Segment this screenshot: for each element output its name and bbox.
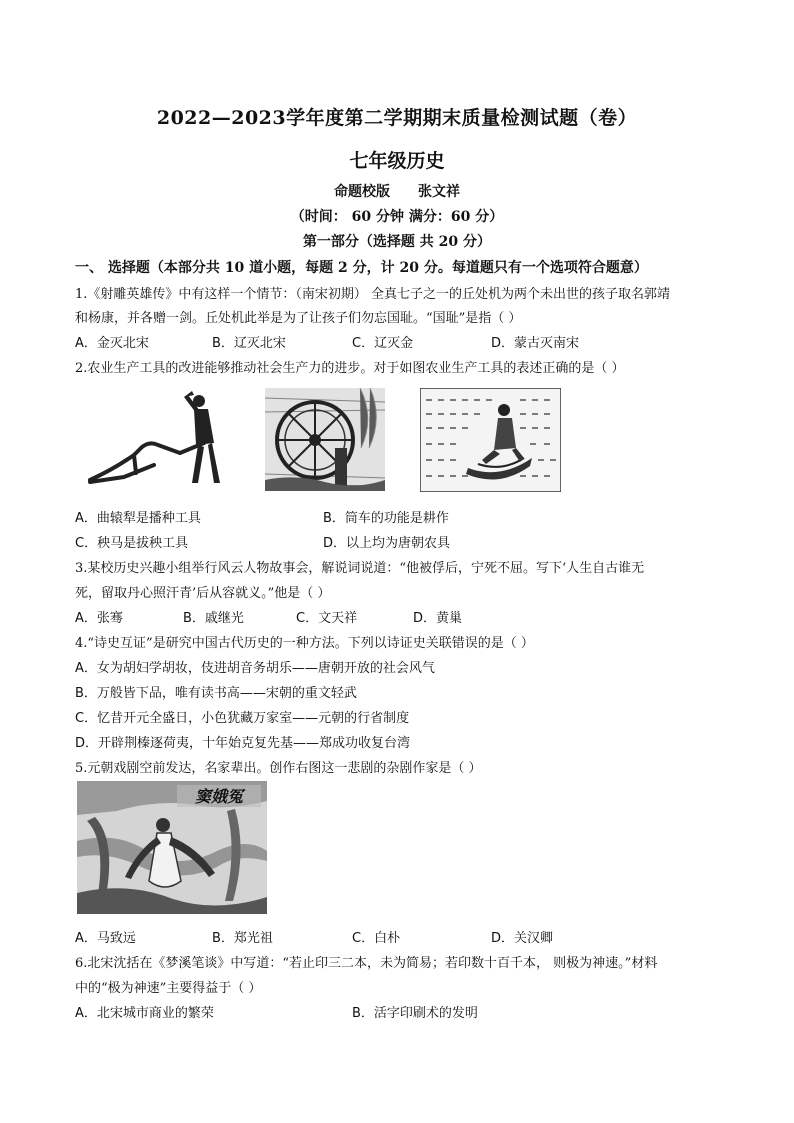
q4-option-c: C．忆昔开元全盛日，小色犹藏万家室——元朝的行省制度 [75, 711, 410, 726]
waterwheel-figure [265, 388, 385, 491]
q2-option-a: A．曲辕犁是播种工具 [75, 511, 201, 526]
q1-option-c: C．辽灭金 [352, 336, 414, 351]
subject-title: 七年级历史 [349, 150, 445, 172]
q5-option-b: B．郑光祖 [212, 931, 273, 946]
q3-line-1: 3.某校历史兴趣小组举行风云人物故事会，解说词说道：“他被俘后，宁死不屈。写下‘人生自古谁无 [75, 561, 645, 576]
q5-line-1: 5.元朝戏剧空前发达，名家辈出。创作右图这一悲剧的杂剧作家是（ ） [75, 761, 482, 776]
q1-option-b: B．辽灭北宋 [212, 336, 286, 351]
author-label: 命题校版 [334, 184, 390, 200]
q3-line-2: 死，留取丹心照汗青’后从容就义。”他是（ ） [75, 586, 331, 601]
q3-option-d: D．黄巢 [413, 611, 463, 626]
seedling-horse-figure [420, 388, 561, 492]
q4-line-1: 4.“诗史互证”是研究中国古代历史的一种方法。下列以诗证史关联错误的是（ ） [75, 636, 534, 651]
q4-option-d: D．开辟荆榛逐荷夷，十年始克复先基——郑成功收复台湾 [75, 736, 411, 751]
q4-option-b: B．万般皆下品，唯有读书高——宋朝的重文轻武 [75, 686, 357, 701]
q3-option-b: B．戚继光 [183, 611, 244, 626]
part-title: 第一部分（选择题 共 20 分） [302, 234, 492, 250]
q2-option-c: C．秧马是拔秧工具 [75, 536, 189, 551]
q1-option-a: A．金灭北宋 [75, 336, 149, 351]
q6-option-a: A．北宋城市商业的繁荣 [75, 1006, 214, 1021]
q4-option-a: A．女为胡妇学胡妆，伎进胡音务胡乐——唐朝开放的社会风气 [75, 661, 435, 676]
section-heading: 一、 选择题（本部分共 10 道小题，每题 2 分，计 20 分。每道题只有一个选项符合题意） [75, 260, 648, 276]
q1-option-d: D．蒙古灭南宋 [491, 336, 580, 351]
drama-caption: 窦娥冤 [194, 787, 244, 806]
q3-option-a: A．张骞 [75, 611, 123, 626]
drama-figure [77, 781, 267, 914]
q6-line-1: 6.北宋沈括在《梦溪笔谈》中写道：“若止印三二本，未为简易；若印数十百千本， 则极为神速。”材料 [75, 956, 658, 971]
exam-title: 2022—2023学年度第二学期期末质量检测试题（卷） [156, 107, 638, 129]
plough-figure [84, 385, 242, 490]
time-info: （时间： 60 分钟 满分：60 分） [290, 209, 504, 225]
q5-option-c: C．白朴 [352, 931, 401, 946]
q3-option-c: C．文天祥 [296, 611, 358, 626]
q6-option-b: B．活字印刷术的发明 [352, 1006, 478, 1021]
q2-option-d: D．以上均为唐朝农具 [323, 536, 451, 551]
author-line [0, 181, 794, 201]
q5-option-d: D．关汉卿 [491, 931, 554, 946]
q5-option-a: A．马致远 [75, 931, 136, 946]
q6-line-2: 中的“极为神速”主要得益于（ ） [75, 981, 262, 996]
q2-line-1: 2.农业生产工具的改进能够推动社会生产力的进步。对于如图农业生产工具的表述正确的是（ ） [75, 361, 625, 376]
q1-line-2: 和杨康，并各赠一剑。丘处机此举是为了让孩子们勿忘国耻。“国耻”是指（ ） [75, 311, 522, 326]
q2-option-b: B．筒车的功能是耕作 [323, 511, 449, 526]
q1-line-1: 1.《射雕英雄传》中有这样一个情节：（南宋初期） 全真七子之一的丘处机为两个未出世的孩子取名郭靖 [75, 287, 671, 302]
author-name: 张文祥 [418, 184, 460, 200]
